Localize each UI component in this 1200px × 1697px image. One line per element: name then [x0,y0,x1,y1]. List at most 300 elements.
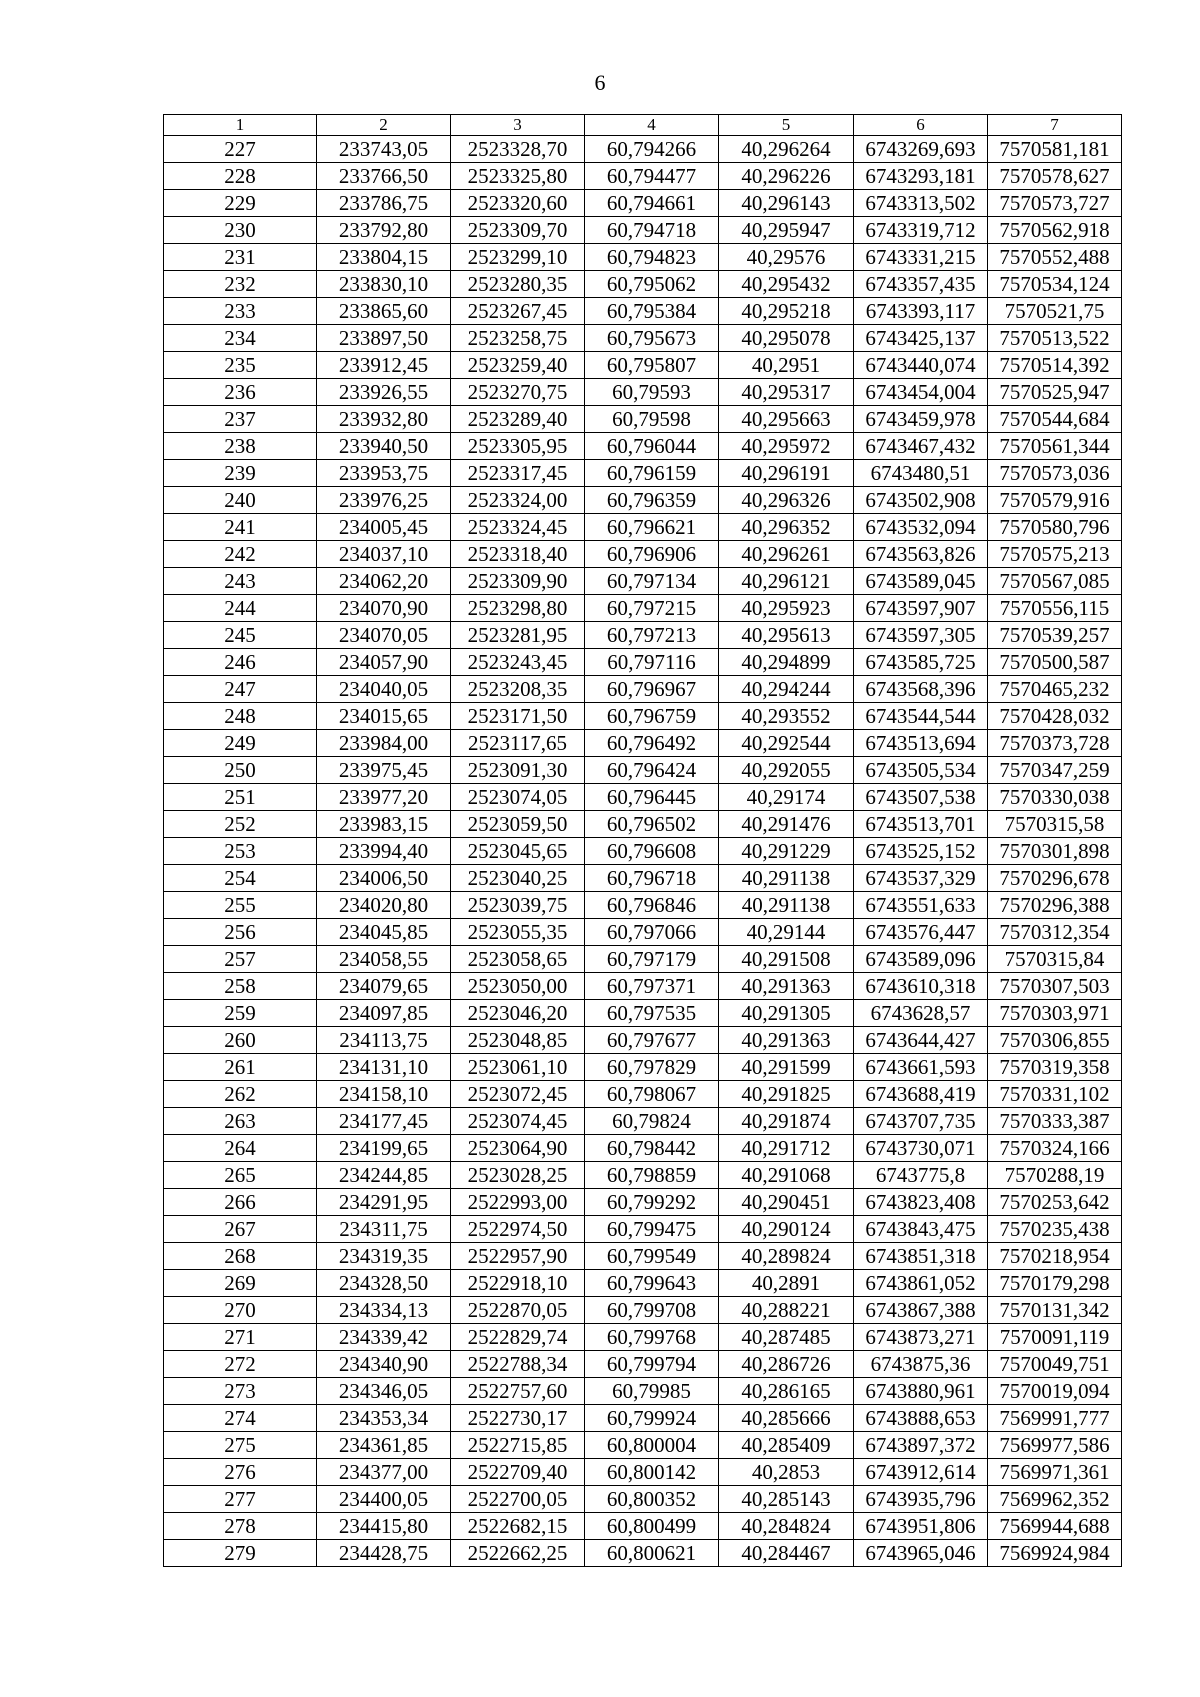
table-row [164,892,1122,919]
table-cell: 7570319,358 [988,1054,1122,1081]
table-cell: 60,796044 [585,433,719,460]
table-cell: 7570235,438 [988,1216,1122,1243]
table-cell: 234020,80 [317,892,451,919]
table-cell: 7570428,032 [988,703,1122,730]
table-cell: 233792,80 [317,217,451,244]
table-row [164,1189,1122,1216]
table-cell: 7570575,213 [988,541,1122,568]
table-cell: 60,795807 [585,352,719,379]
table-cell: 40,296226 [719,163,854,190]
table-cell: 6743505,534 [854,757,988,784]
table-cell: 246 [164,649,317,676]
table-row [164,163,1122,190]
table-cell: 6743319,712 [854,217,988,244]
table-row [164,1108,1122,1135]
table-cell: 2523309,90 [451,568,585,595]
table-cell: 6743880,961 [854,1378,988,1405]
table-cell: 6743873,271 [854,1324,988,1351]
table-cell: 2523171,50 [451,703,585,730]
table-cell: 243 [164,568,317,595]
table-cell: 7570296,678 [988,865,1122,892]
table-cell: 234057,90 [317,649,451,676]
table-cell: 248 [164,703,317,730]
table-cell: 2523270,75 [451,379,585,406]
table-cell: 7570500,587 [988,649,1122,676]
table-cell: 273 [164,1378,317,1405]
table-cell: 40,285409 [719,1432,854,1459]
table-row [164,1486,1122,1513]
table-cell: 234400,05 [317,1486,451,1513]
table-cell: 245 [164,622,317,649]
table-cell: 40,291363 [719,1027,854,1054]
table-cell: 7570525,947 [988,379,1122,406]
table-cell: 7570301,898 [988,838,1122,865]
table-row [164,919,1122,946]
table-cell: 2523055,35 [451,919,585,946]
table-cell: 234045,85 [317,919,451,946]
table-cell: 40,292055 [719,757,854,784]
table-cell: 40,291229 [719,838,854,865]
table-cell: 40,291138 [719,865,854,892]
table-row [164,1297,1122,1324]
table-cell: 279 [164,1540,317,1567]
table-cell: 60,796967 [585,676,719,703]
table-cell: 40,288221 [719,1297,854,1324]
table-cell: 40,291476 [719,811,854,838]
table-cell: 7570465,232 [988,676,1122,703]
table-row [164,433,1122,460]
table-cell: 40,292544 [719,730,854,757]
table-cell: 233976,25 [317,487,451,514]
table-cell: 7570331,102 [988,1081,1122,1108]
table-cell: 6743269,693 [854,136,988,163]
table-cell: 60,797677 [585,1027,719,1054]
column-header-6: 6 [854,115,988,136]
table-row [164,622,1122,649]
table-cell: 60,799475 [585,1216,719,1243]
table-cell: 6743951,806 [854,1513,988,1540]
table-cell: 60,799549 [585,1243,719,1270]
table-cell: 6743589,096 [854,946,988,973]
table-cell: 7570307,503 [988,973,1122,1000]
table-cell: 60,795062 [585,271,719,298]
table-cell: 236 [164,379,317,406]
table-cell: 233804,15 [317,244,451,271]
table-cell: 6743644,427 [854,1027,988,1054]
table-cell: 6743688,419 [854,1081,988,1108]
table-cell: 60,798859 [585,1162,719,1189]
table-cell: 277 [164,1486,317,1513]
table-cell: 6743875,36 [854,1351,988,1378]
table-cell: 261 [164,1054,317,1081]
table-cell: 2523281,95 [451,622,585,649]
table-cell: 2522957,90 [451,1243,585,1270]
table-cell: 6743597,305 [854,622,988,649]
table-cell: 40,291599 [719,1054,854,1081]
table-cell: 2523046,20 [451,1000,585,1027]
table-cell: 60,797179 [585,946,719,973]
table-cell: 60,796424 [585,757,719,784]
table-cell: 2523299,10 [451,244,585,271]
table-cell: 266 [164,1189,317,1216]
table-cell: 234177,45 [317,1108,451,1135]
table-cell: 40,295663 [719,406,854,433]
table-cell: 7570561,344 [988,433,1122,460]
table-row [164,649,1122,676]
table-cell: 7570131,342 [988,1297,1122,1324]
table-cell: 2523267,45 [451,298,585,325]
table-cell: 237 [164,406,317,433]
table-row [164,676,1122,703]
table-cell: 6743563,826 [854,541,988,568]
table-cell: 60,799643 [585,1270,719,1297]
table-row [164,1459,1122,1486]
table-cell: 60,798442 [585,1135,719,1162]
table-cell: 2523117,65 [451,730,585,757]
table-cell: 2522700,05 [451,1486,585,1513]
table-cell: 40,286165 [719,1378,854,1405]
table-cell: 7569977,586 [988,1432,1122,1459]
table-cell: 268 [164,1243,317,1270]
table-cell: 260 [164,1027,317,1054]
table-cell: 2523320,60 [451,190,585,217]
table-cell: 234346,05 [317,1378,451,1405]
table-cell: 60,79824 [585,1108,719,1135]
table-cell: 2523305,95 [451,433,585,460]
table-cell: 2523059,50 [451,811,585,838]
table-cell: 234113,75 [317,1027,451,1054]
table-row [164,325,1122,352]
table-cell: 6743585,725 [854,649,988,676]
table-row [164,757,1122,784]
table-cell: 6743935,796 [854,1486,988,1513]
table-cell: 6743454,004 [854,379,988,406]
table-cell: 234058,55 [317,946,451,973]
table-cell: 40,295317 [719,379,854,406]
table-cell: 234361,85 [317,1432,451,1459]
table-cell: 244 [164,595,317,622]
table-cell: 259 [164,1000,317,1027]
table-cell: 235 [164,352,317,379]
table-cell: 263 [164,1108,317,1135]
table-cell: 40,29576 [719,244,854,271]
table-row [164,784,1122,811]
table-cell: 233926,55 [317,379,451,406]
table-cell: 60,796445 [585,784,719,811]
table-cell: 40,291068 [719,1162,854,1189]
table-cell: 267 [164,1216,317,1243]
table-cell: 7570544,684 [988,406,1122,433]
table-cell: 6743597,907 [854,595,988,622]
table-cell: 40,295923 [719,595,854,622]
table-cell: 40,286726 [719,1351,854,1378]
table-cell: 233977,20 [317,784,451,811]
table-cell: 233897,50 [317,325,451,352]
table-cell: 7570324,166 [988,1135,1122,1162]
table-cell: 6743897,372 [854,1432,988,1459]
table-cell: 7570556,115 [988,595,1122,622]
table-cell: 6743843,475 [854,1216,988,1243]
table-cell: 6743293,181 [854,163,988,190]
table-cell: 60,795673 [585,325,719,352]
table-cell: 7570306,855 [988,1027,1122,1054]
table-cell: 6743513,701 [854,811,988,838]
table-cell: 254 [164,865,317,892]
table-cell: 234244,85 [317,1162,451,1189]
table-cell: 238 [164,433,317,460]
table-cell: 7570091,119 [988,1324,1122,1351]
table-cell: 40,295218 [719,298,854,325]
table-cell: 234 [164,325,317,352]
table-cell: 7570562,918 [988,217,1122,244]
table-cell: 40,285143 [719,1486,854,1513]
table-cell: 40,29174 [719,784,854,811]
table-row [164,838,1122,865]
table-cell: 231 [164,244,317,271]
table-cell: 6743502,908 [854,487,988,514]
table-cell: 40,296191 [719,460,854,487]
table-cell: 7570253,642 [988,1189,1122,1216]
table-cell: 40,29144 [719,919,854,946]
table-cell: 250 [164,757,317,784]
column-header-7: 7 [988,115,1122,136]
table-cell: 40,291874 [719,1108,854,1135]
table-cell: 6743440,074 [854,352,988,379]
table-cell: 60,800352 [585,1486,719,1513]
table-cell: 6743525,152 [854,838,988,865]
table-row [164,973,1122,1000]
table-cell: 40,295972 [719,433,854,460]
table-cell: 60,799794 [585,1351,719,1378]
coordinates-table [163,114,1122,1567]
table-cell: 60,800004 [585,1432,719,1459]
table-cell: 7570019,094 [988,1378,1122,1405]
table-cell: 40,294244 [719,676,854,703]
table-cell: 7570573,727 [988,190,1122,217]
table-cell: 40,291825 [719,1081,854,1108]
table-cell: 2523259,40 [451,352,585,379]
table-cell: 7570303,971 [988,1000,1122,1027]
table-cell: 60,794823 [585,244,719,271]
table-cell: 234334,13 [317,1297,451,1324]
table-cell: 234062,20 [317,568,451,595]
table-cell: 7570296,388 [988,892,1122,919]
table-row [164,1324,1122,1351]
table-cell: 40,296121 [719,568,854,595]
table-row [164,190,1122,217]
table-cell: 40,291712 [719,1135,854,1162]
table-cell: 6743576,447 [854,919,988,946]
table-cell: 6743313,502 [854,190,988,217]
table-cell: 2522715,85 [451,1432,585,1459]
table-cell: 60,79598 [585,406,719,433]
table-cell: 233830,10 [317,271,451,298]
table-cell: 60,796906 [585,541,719,568]
table-cell: 60,797134 [585,568,719,595]
table-cell: 7570580,796 [988,514,1122,541]
table-cell: 233 [164,298,317,325]
table-cell: 233865,60 [317,298,451,325]
table-cell: 7570579,916 [988,487,1122,514]
table-cell: 234319,35 [317,1243,451,1270]
table-cell: 234070,90 [317,595,451,622]
table-row [164,487,1122,514]
table-cell: 7570049,751 [988,1351,1122,1378]
table-row [164,217,1122,244]
table-cell: 234339,42 [317,1324,451,1351]
table-cell: 7569991,777 [988,1405,1122,1432]
table-cell: 2523064,90 [451,1135,585,1162]
table-cell: 233984,00 [317,730,451,757]
table-cell: 6743459,978 [854,406,988,433]
table-row [164,1027,1122,1054]
table-row [164,1432,1122,1459]
table-cell: 7570333,387 [988,1108,1122,1135]
table-cell: 40,291305 [719,1000,854,1027]
table-cell: 2523074,05 [451,784,585,811]
table-cell: 6743775,8 [854,1162,988,1189]
table-cell: 2522682,15 [451,1513,585,1540]
table-cell: 2523280,35 [451,271,585,298]
table-cell: 241 [164,514,317,541]
table-cell: 2523050,00 [451,973,585,1000]
table-row [164,1000,1122,1027]
table-cell: 233786,75 [317,190,451,217]
table-cell: 60,797066 [585,919,719,946]
table-cell: 7570513,522 [988,325,1122,352]
table-cell: 234328,50 [317,1270,451,1297]
table-cell: 251 [164,784,317,811]
table-cell: 2522918,10 [451,1270,585,1297]
table-cell: 60,798067 [585,1081,719,1108]
table-cell: 2523208,35 [451,676,585,703]
table-cell: 40,2853 [719,1459,854,1486]
table-cell: 40,296143 [719,190,854,217]
table-cell: 239 [164,460,317,487]
table-cell: 60,794661 [585,190,719,217]
table-row [164,1054,1122,1081]
table-row [164,568,1122,595]
table-cell: 2523324,45 [451,514,585,541]
table-cell: 7570578,627 [988,163,1122,190]
table-cell: 7570567,085 [988,568,1122,595]
table-cell: 7570373,728 [988,730,1122,757]
table-cell: 6743357,435 [854,271,988,298]
table-cell: 7569924,984 [988,1540,1122,1567]
table-cell: 233975,45 [317,757,451,784]
table-cell: 2523045,65 [451,838,585,865]
table-cell: 6743867,388 [854,1297,988,1324]
column-header-2: 2 [317,115,451,136]
table-cell: 40,295078 [719,325,854,352]
table-cell: 234428,75 [317,1540,451,1567]
table-cell: 60,800499 [585,1513,719,1540]
table-cell: 6743661,593 [854,1054,988,1081]
table-cell: 230 [164,217,317,244]
table-cell: 40,296261 [719,541,854,568]
table-cell: 234097,85 [317,1000,451,1027]
table-cell: 240 [164,487,317,514]
table-cell: 60,795384 [585,298,719,325]
table-cell: 6743823,408 [854,1189,988,1216]
table-cell: 6743480,51 [854,460,988,487]
table-cell: 242 [164,541,317,568]
table-cell: 276 [164,1459,317,1486]
table-cell: 2523318,40 [451,541,585,568]
table-row [164,1540,1122,1567]
table-cell: 60,794718 [585,217,719,244]
table-cell: 7569944,688 [988,1513,1122,1540]
table-cell: 7570179,298 [988,1270,1122,1297]
table-row [164,1270,1122,1297]
table-cell: 7570347,259 [988,757,1122,784]
table-cell: 6743568,396 [854,676,988,703]
table-cell: 60,796492 [585,730,719,757]
table-row [164,271,1122,298]
table-cell: 40,295432 [719,271,854,298]
table-cell: 233983,15 [317,811,451,838]
table-cell: 234006,50 [317,865,451,892]
table-row [164,595,1122,622]
table-cell: 6743331,215 [854,244,988,271]
table-cell: 2523048,85 [451,1027,585,1054]
table-cell: 234199,65 [317,1135,451,1162]
table-cell: 40,293552 [719,703,854,730]
table-row [164,865,1122,892]
table-cell: 7570521,75 [988,298,1122,325]
table-row [164,541,1122,568]
table-cell: 40,295613 [719,622,854,649]
table-cell: 7569971,361 [988,1459,1122,1486]
table-cell: 258 [164,973,317,1000]
table-cell: 40,285666 [719,1405,854,1432]
table-cell: 40,2891 [719,1270,854,1297]
table-cell: 257 [164,946,317,973]
table-cell: 60,796621 [585,514,719,541]
table-cell: 40,296352 [719,514,854,541]
table-cell: 234079,65 [317,973,451,1000]
table-cell: 40,290124 [719,1216,854,1243]
table-cell: 60,796359 [585,487,719,514]
table-cell: 7570581,181 [988,136,1122,163]
table-cell: 6743393,117 [854,298,988,325]
table-cell: 60,796846 [585,892,719,919]
table-cell: 233766,50 [317,163,451,190]
table-cell: 2523061,10 [451,1054,585,1081]
table-cell: 274 [164,1405,317,1432]
table-row [164,730,1122,757]
table-cell: 2523298,80 [451,595,585,622]
table-cell: 40,287485 [719,1324,854,1351]
table-row [164,298,1122,325]
table-cell: 7570552,488 [988,244,1122,271]
table-cell: 2522757,60 [451,1378,585,1405]
table-cell: 234040,05 [317,676,451,703]
table-cell: 40,289824 [719,1243,854,1270]
table-cell: 232 [164,271,317,298]
table-cell: 7570573,036 [988,460,1122,487]
table-cell: 2522709,40 [451,1459,585,1486]
table-cell: 60,797371 [585,973,719,1000]
table-cell: 2522870,05 [451,1297,585,1324]
page-number: 6 [594,70,606,95]
column-header-3: 3 [451,115,585,136]
table-cell: 60,797535 [585,1000,719,1027]
table-cell: 60,800142 [585,1459,719,1486]
table-row [164,379,1122,406]
table-cell: 252 [164,811,317,838]
table-cell: 2523317,45 [451,460,585,487]
